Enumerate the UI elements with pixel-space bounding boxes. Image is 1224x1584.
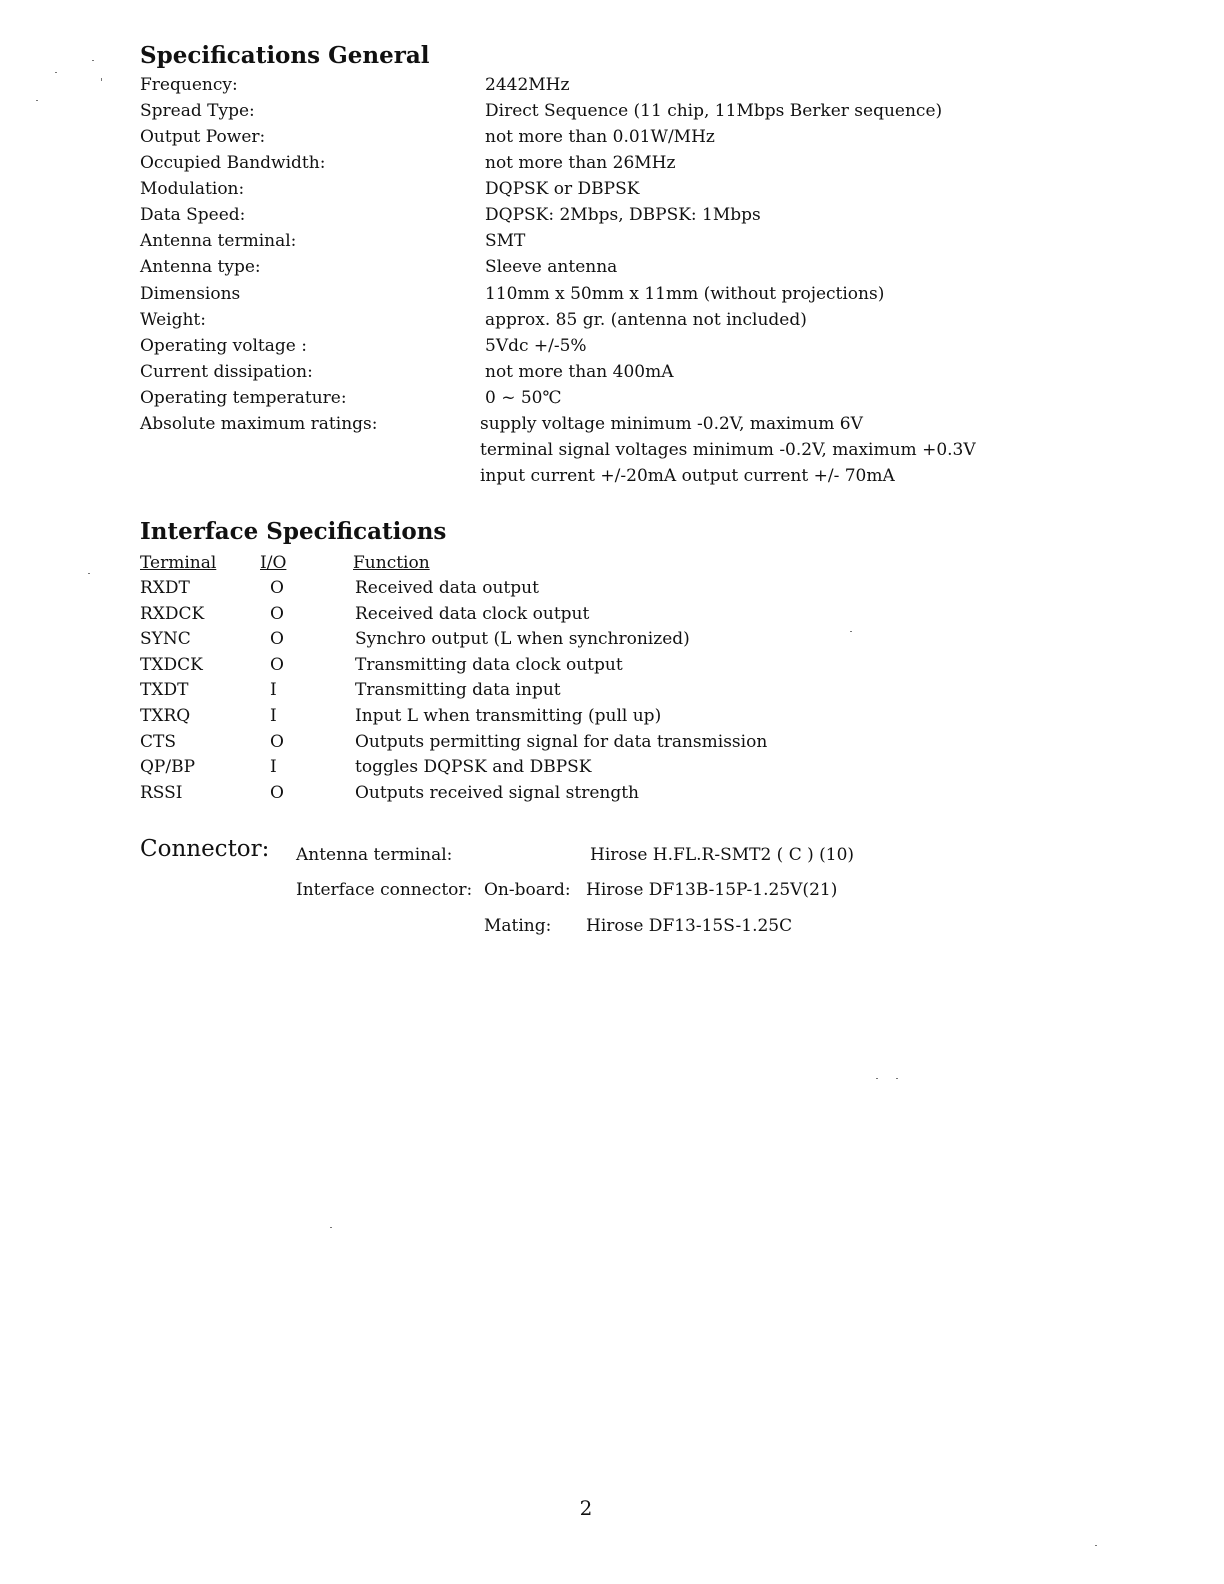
spec-label: Data Speed:	[140, 205, 246, 225]
terminal-function: Received data clock output	[355, 604, 590, 624]
terminal-io: O	[270, 604, 284, 624]
terminal-name: RXDT	[140, 578, 190, 598]
spec-label: Modulation:	[140, 179, 245, 199]
spec-value: not more than 400mA	[485, 362, 674, 382]
terminal-name: TXRQ	[140, 706, 191, 726]
spec-label: Dimensions	[140, 284, 241, 304]
connector-title: Connector:	[140, 836, 270, 862]
page-number: 2	[579, 1496, 593, 1520]
spec-label: Weight:	[140, 310, 206, 330]
terminal-function: Input L when transmitting (pull up)	[355, 706, 662, 726]
spec-value: 110mm x 50mm x 11mm (without projections)	[485, 284, 885, 304]
connector-antenna-label: Antenna terminal:	[296, 845, 453, 865]
terminal-function: Outputs permitting signal for data transmission	[355, 732, 768, 752]
connector-mating-value: Hirose DF13-15S-1.25C	[586, 916, 793, 936]
terminal-name: TXDT	[140, 680, 189, 700]
terminal-io: I	[270, 706, 277, 726]
spec-value: SMT	[485, 231, 526, 251]
terminal-function: Synchro output (L when synchronized)	[355, 629, 690, 649]
spec-label: Spread Type:	[140, 101, 255, 121]
scan-speck	[55, 72, 57, 73]
terminal-function: Received data output	[355, 578, 539, 598]
terminal-io: O	[270, 783, 284, 803]
scan-speck	[850, 631, 852, 632]
header-terminal: Terminal	[140, 553, 217, 573]
interface-specs-title: Interface Specifications	[140, 518, 447, 545]
spec-value: supply voltage minimum -0.2V, maximum 6V	[480, 414, 863, 434]
spec-value: DQPSK: 2Mbps, DBPSK: 1Mbps	[485, 205, 761, 225]
scan-speck	[36, 100, 38, 101]
spec-value: Direct Sequence (11 chip, 11Mbps Berker sequence)	[485, 101, 943, 121]
spec-value: 5Vdc +/-5%	[485, 336, 587, 356]
spec-continuation-line: input current +/-20mA output current +/- 70mA	[480, 466, 895, 486]
spec-label: Antenna terminal:	[140, 231, 297, 251]
scan-speck	[1095, 1545, 1097, 1546]
spec-value: approx. 85 gr. (antenna not included)	[485, 310, 807, 330]
spec-label: Occupied Bandwidth:	[140, 153, 326, 173]
scan-speck	[101, 78, 102, 81]
spec-value: DQPSK or DBPSK	[485, 179, 640, 199]
terminal-name: RXDCK	[140, 604, 205, 624]
spec-label: Antenna type:	[140, 257, 261, 277]
connector-antenna-value: Hirose H.FL.R-SMT2 ( C ) (10)	[590, 845, 855, 865]
header-function: Function	[353, 553, 430, 573]
spec-label: Operating voltage :	[140, 336, 307, 356]
terminal-io: O	[270, 629, 284, 649]
spec-value: not more than 26MHz	[485, 153, 676, 173]
scan-speck	[88, 573, 90, 574]
spec-label: Current dissipation:	[140, 362, 313, 382]
terminal-name: CTS	[140, 732, 176, 752]
header-io: I/O	[260, 553, 287, 573]
terminal-function: toggles DQPSK and DBPSK	[355, 757, 592, 777]
terminal-io: O	[270, 655, 284, 675]
spec-value: 2442MHz	[485, 75, 570, 95]
connector-onboard-label: On-board:	[484, 880, 571, 900]
spec-value: 0 ~ 50℃	[485, 388, 562, 408]
spec-label: Absolute maximum ratings:	[140, 414, 378, 434]
spec-value: not more than 0.01W/MHz	[485, 127, 715, 147]
terminal-name: TXDCK	[140, 655, 203, 675]
connector-mating-label: Mating:	[484, 916, 552, 936]
terminal-function: Outputs received signal strength	[355, 783, 639, 803]
general-specs-title: Specifications General	[140, 42, 430, 69]
spec-value: Sleeve antenna	[485, 257, 618, 277]
connector-interface-label: Interface connector:	[296, 880, 473, 900]
spec-continuation-line: terminal signal voltages minimum -0.2V, maximum +0.3V	[480, 440, 976, 460]
scan-speck	[876, 1078, 878, 1079]
connector-onboard-value: Hirose DF13B-15P-1.25V(21)	[586, 880, 838, 900]
terminal-name: QP/BP	[140, 757, 196, 777]
spec-label: Output Power:	[140, 127, 266, 147]
terminal-io: I	[270, 680, 277, 700]
spec-label: Frequency:	[140, 75, 238, 95]
scan-speck	[92, 60, 94, 61]
terminal-name: SYNC	[140, 629, 191, 649]
terminal-io: I	[270, 757, 277, 777]
scan-speck	[896, 1078, 898, 1079]
scan-speck	[330, 1227, 332, 1228]
terminal-io: O	[270, 578, 284, 598]
spec-label: Operating temperature:	[140, 388, 347, 408]
terminal-function: Transmitting data clock output	[355, 655, 623, 675]
terminal-name: RSSI	[140, 783, 183, 803]
terminal-io: O	[270, 732, 284, 752]
terminal-function: Transmitting data input	[355, 680, 561, 700]
